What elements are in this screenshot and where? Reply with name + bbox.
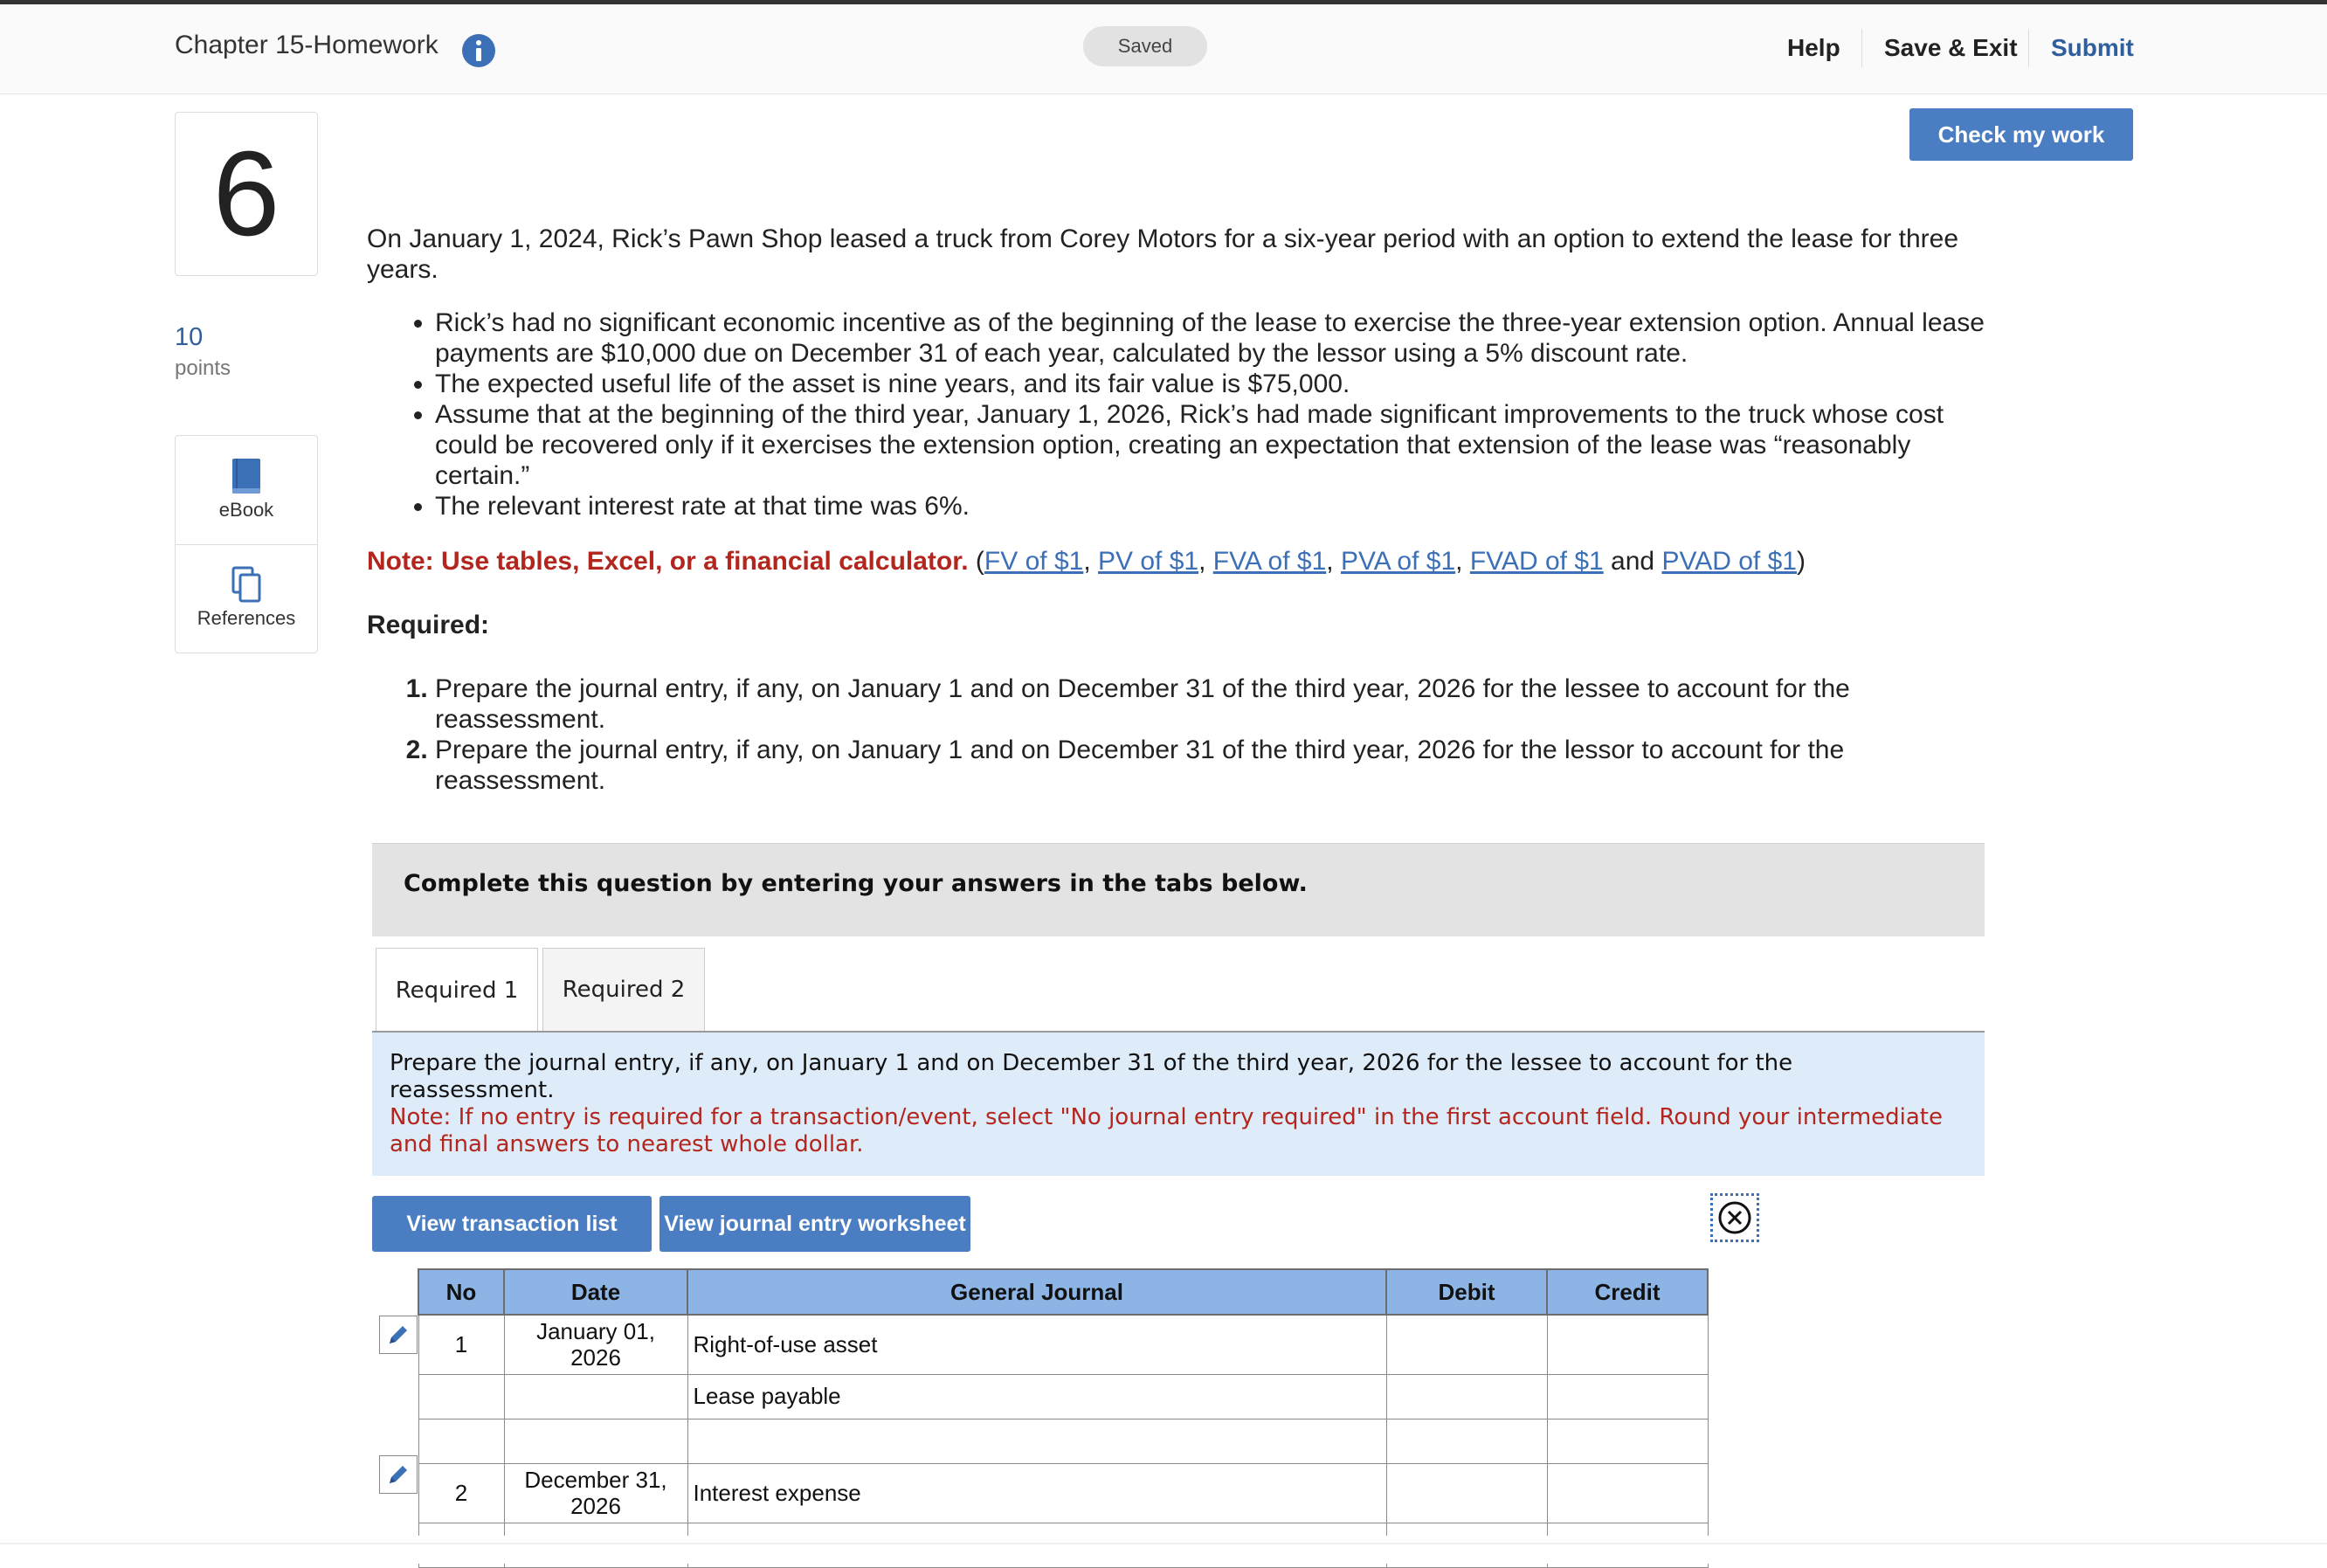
view-journal-worksheet-button[interactable]: View journal entry worksheet	[659, 1196, 970, 1252]
bullet-item: • The expected useful life of the asset is nine years, and its fair value is $75,000.	[435, 369, 2009, 399]
tab-required-2[interactable]: Required 2	[542, 948, 705, 1031]
required-heading: Required:	[367, 611, 490, 639]
pencil-icon	[386, 1462, 411, 1487]
account-cell: Right-of-use asset	[687, 1315, 1386, 1374]
col-debit: Debit	[1386, 1269, 1547, 1315]
check-my-work-button[interactable]: Check my work	[1909, 108, 2133, 161]
table-row	[418, 1463, 1708, 1523]
entry-no: 2	[418, 1463, 504, 1523]
info-icon[interactable]	[461, 33, 496, 68]
bullet-item: • Assume that at the beginning of the third year, January 1, 2026, Rick’s had made significant improvements to the truck whose cost could be recovered only if it exercises the extension option, creating an expectation that extension of the lease was “reasonably certain.”	[435, 399, 2009, 491]
entry-date: December 31, 2026	[504, 1463, 687, 1523]
entry-no: 1	[418, 1315, 504, 1374]
tab-instruction: Prepare the journal entry, if any, on January 1 and on December 31 of the third year, 2026 for the lessee to account for the reassessment.	[390, 1050, 1793, 1103]
entry-date	[504, 1419, 687, 1463]
edit-entry-1-button[interactable]	[379, 1316, 418, 1354]
question-tools	[175, 435, 318, 653]
view-transaction-list-button[interactable]: View transaction list	[372, 1196, 652, 1252]
references-button[interactable]	[176, 544, 317, 653]
page-bottom-divider	[0, 1543, 2327, 1544]
references-label: References	[197, 607, 296, 629]
account-cell: Lease payable	[687, 1374, 1386, 1419]
fvad-link[interactable]: FVAD of $1	[1469, 547, 1604, 576]
submit-link[interactable]: Submit	[2051, 34, 2134, 61]
fva-link[interactable]: FVA of $1	[1212, 547, 1327, 576]
pva-link[interactable]: PVA of $1	[1340, 547, 1456, 576]
entry-no	[418, 1419, 504, 1463]
problem-content	[367, 224, 2009, 796]
ebook-label: eBook	[218, 499, 274, 521]
entry-date: January 01, 2026	[504, 1315, 687, 1374]
credit-cell	[1547, 1463, 1708, 1523]
points-value: 10	[175, 323, 204, 351]
complete-instruction: Complete this question by entering your answers in the tabs below.	[404, 870, 1308, 897]
app-header	[0, 4, 2327, 94]
credit-cell	[1547, 1419, 1708, 1463]
journal-table	[418, 1268, 1709, 1568]
close-icon	[1717, 1200, 1752, 1235]
required-item: 2. Prepare the journal entry, if any, on January 1 and on December 31 of the third year, 2026 for the lessor to account for the reassessment.	[435, 735, 2009, 796]
points-label: points	[175, 356, 231, 380]
bullet-item: • The relevant interest rate at that time was 6%.	[435, 491, 2009, 522]
tab-instruction-box	[372, 1033, 1985, 1176]
entry-no	[418, 1374, 504, 1419]
saved-status-badge: Saved	[1083, 26, 1207, 66]
ebook-button[interactable]	[176, 436, 317, 545]
copy-icon	[229, 565, 264, 604]
help-link[interactable]: Help	[1787, 34, 1840, 61]
table-row	[418, 1374, 1708, 1419]
assignment-title: Chapter 15-Homework	[175, 31, 438, 59]
book-icon	[229, 457, 264, 495]
entry-date	[504, 1374, 687, 1419]
note-label: Note: Use tables, Excel, or a financial calculator.	[367, 547, 969, 576]
save-exit-link[interactable]: Save & Exit	[1884, 34, 2018, 61]
debit-cell	[1386, 1419, 1547, 1463]
col-credit: Credit	[1547, 1269, 1708, 1315]
bullet-item: • Rick’s had no significant economic incentive as of the beginning of the lease to exercise the three-year extension option. Annual lease payments are $10,000 due on December 31 of each year, calculated by the lessor using a 5% discount rate.	[435, 307, 2009, 369]
edit-entry-2-button[interactable]	[379, 1455, 418, 1494]
pv-link[interactable]: PV of $1	[1098, 547, 1199, 576]
credit-cell	[1547, 1374, 1708, 1419]
fv-link[interactable]: FV of $1	[984, 547, 1084, 576]
pencil-icon	[386, 1323, 411, 1347]
account-cell: Interest expense	[687, 1463, 1386, 1523]
problem-bullets	[367, 307, 2009, 522]
col-date: Date	[504, 1269, 687, 1315]
debit-cell	[1386, 1463, 1547, 1523]
and-text: and	[1611, 547, 1655, 576]
required-item: 1. Prepare the journal entry, if any, on January 1 and on December 31 of the third year, 2026 for the lessee to account for the reassessment.	[435, 673, 2009, 735]
problem-intro: On January 1, 2024, Rick’s Pawn Shop leased a truck from Corey Motors for a six-year period with an option to extend the lease for three years.	[367, 224, 1959, 284]
tables-note: Note: Use tables, Excel, or a financial calculator. (FV of $1, PV of $1, FVA of $1, PVA of $1, FVAD of $1 and PVAD of $1)	[367, 547, 1806, 576]
col-no: No	[418, 1269, 504, 1315]
question-number: 6	[175, 112, 318, 276]
complete-instruction-box	[372, 843, 1985, 936]
journal-header-row	[418, 1269, 1708, 1315]
header-divider	[1861, 29, 1862, 67]
header-divider	[2028, 29, 2029, 67]
debit-cell	[1386, 1315, 1547, 1374]
tab-instruction-note: Note: If no entry is required for a transaction/event, select "No journal entry required" in the first account field. Round your intermediate and final answers to nearest whole dollar.	[390, 1104, 1943, 1157]
account-cell	[687, 1419, 1386, 1463]
required-list	[367, 673, 2009, 796]
page-bottom	[0, 1536, 2327, 1564]
close-button[interactable]	[1710, 1193, 1759, 1242]
table-row	[418, 1315, 1708, 1374]
tab-required-1[interactable]: Required 1	[376, 948, 538, 1033]
debit-cell	[1386, 1374, 1547, 1419]
pvad-link[interactable]: PVAD of $1	[1661, 547, 1797, 576]
col-general-journal: General Journal	[687, 1269, 1386, 1315]
credit-cell	[1547, 1315, 1708, 1374]
table-row	[418, 1419, 1708, 1463]
